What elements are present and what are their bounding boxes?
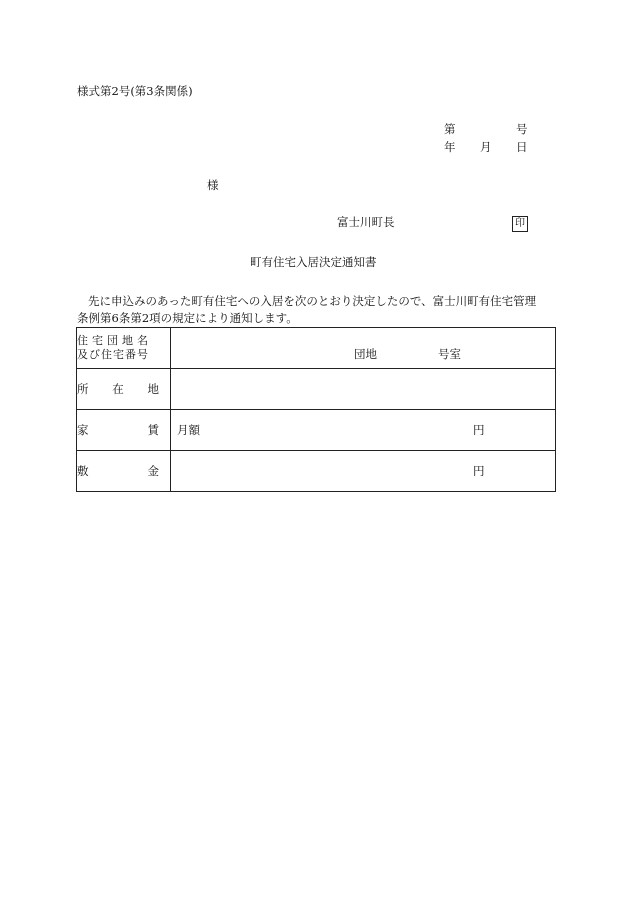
date-day: 日 bbox=[516, 140, 528, 154]
label-deposit-char-1: 敷 bbox=[77, 464, 89, 478]
label-address-char-3: 地 bbox=[147, 382, 159, 396]
label-address bbox=[77, 369, 171, 410]
recipient-suffix: 様 bbox=[207, 178, 219, 192]
value-deposit bbox=[171, 451, 556, 492]
value-rent bbox=[171, 410, 556, 451]
label-housing-line2: 及び住宅番号 bbox=[77, 348, 149, 361]
rent-unit: 円 bbox=[473, 423, 485, 437]
label-address-text bbox=[77, 381, 159, 397]
label-deposit-text bbox=[77, 463, 159, 479]
date-month: 月 bbox=[480, 140, 492, 154]
body-line-1: 先に申込みのあった町有住宅への入居を次のとおり決定したので、富士川町有住宅管理 bbox=[88, 294, 537, 308]
body-paragraph bbox=[77, 293, 577, 327]
value-address bbox=[171, 369, 556, 410]
label-deposit bbox=[77, 451, 171, 492]
label-rent bbox=[77, 410, 171, 451]
deposit-unit: 円 bbox=[473, 464, 485, 478]
table-row-address bbox=[77, 369, 556, 410]
issuer-name: 富士川町長 bbox=[337, 215, 395, 229]
date-year: 年 bbox=[444, 140, 456, 154]
label-address-char-1: 所 bbox=[77, 382, 89, 396]
table-row-rent bbox=[77, 410, 556, 451]
seal-mark: 印 bbox=[512, 216, 528, 232]
label-deposit-char-2: 金 bbox=[147, 464, 159, 478]
rent-prefix: 月額 bbox=[177, 423, 200, 437]
label-housing-line1: 住宅団地名 bbox=[77, 334, 152, 347]
document-title: 町有住宅入居決定通知書 bbox=[250, 255, 377, 269]
info-table bbox=[76, 327, 556, 492]
table-row-deposit bbox=[77, 451, 556, 492]
form-number-label: 様式第2号(第3条関係) bbox=[77, 84, 193, 98]
document-number-suffix: 号 bbox=[516, 122, 528, 136]
danchi-unit: 団地 bbox=[354, 347, 377, 361]
label-rent-text bbox=[77, 422, 159, 438]
label-address-char-2: 在 bbox=[112, 382, 124, 396]
body-line-2: 条例第6条第2項の規定により通知します。 bbox=[77, 311, 298, 325]
document-number-prefix: 第 bbox=[444, 122, 456, 136]
label-housing bbox=[77, 328, 171, 369]
label-rent-char-2: 賃 bbox=[147, 423, 159, 437]
goshitsu-unit: 号室 bbox=[438, 347, 461, 361]
label-rent-char-1: 家 bbox=[77, 423, 89, 437]
table-row-housing bbox=[77, 328, 556, 369]
value-housing bbox=[171, 328, 556, 369]
